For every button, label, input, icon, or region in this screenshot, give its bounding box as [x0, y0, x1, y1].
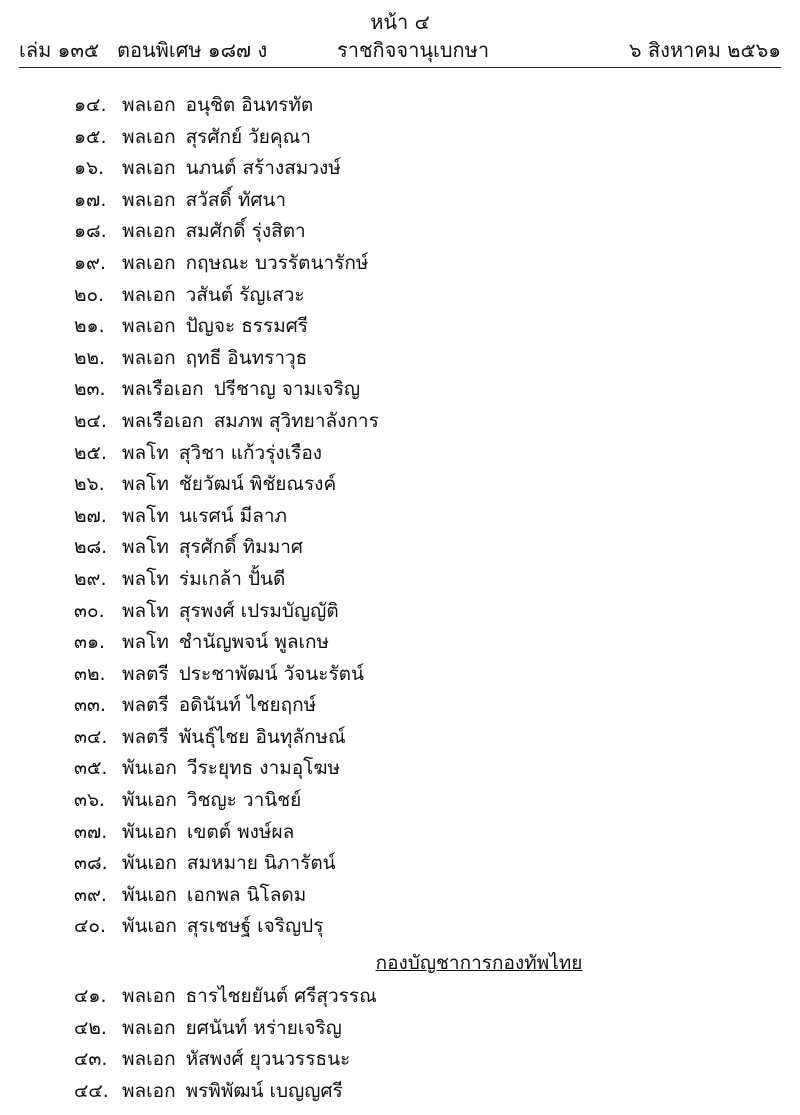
- military-rank: พลเอก: [122, 188, 176, 211]
- volume-number: เล่ม ๑๓๕: [19, 38, 100, 62]
- item-number: ๓๙.: [74, 883, 107, 906]
- list-item: [74, 817, 754, 849]
- person-name: ฤทธี อินทราวุธ: [185, 346, 308, 369]
- person-name: เขตต์ พงษ์ผล: [186, 820, 295, 843]
- military-rank: พลเอก: [122, 346, 176, 369]
- item-number: ๑๘.: [74, 220, 107, 243]
- list-item: [74, 311, 754, 343]
- list-item: [74, 122, 754, 154]
- list-item: [74, 469, 754, 501]
- list-item: [74, 911, 754, 943]
- person-name: สมหมาย นิภารัตน์: [186, 852, 336, 875]
- list-item: [74, 343, 754, 375]
- military-rank: พลเอก: [122, 220, 176, 243]
- item-number: ๒๘.: [74, 536, 108, 559]
- list-item: [74, 153, 754, 185]
- special-part-number: ตอนพิเศษ ๑๘๗ ง: [117, 38, 268, 62]
- person-name: ปัญจะ ธรรมศรี: [185, 315, 309, 338]
- list-item: [74, 981, 754, 1013]
- military-rank: พลโท: [122, 567, 169, 590]
- person-name: กฤษณะ บวรรัตนารักษ์: [185, 251, 369, 274]
- item-number: ๔๑.: [74, 985, 107, 1008]
- person-name: พรพิพัฒน์ เบญญศรี: [185, 1079, 343, 1102]
- person-name: วสันต์ รัญเสวะ: [185, 283, 305, 306]
- person-name: วีระยุทธ งามอุโฆษ: [186, 757, 341, 780]
- item-number: ๓๖.: [74, 789, 106, 812]
- military-rank: พลโท: [122, 536, 169, 559]
- person-name: อนุชิต อินทรทัต: [185, 94, 314, 116]
- person-name: สุรพงศ์ เปรมบัญญัติ: [178, 599, 339, 622]
- list-item: [74, 1044, 754, 1076]
- item-number: ๔๒.: [74, 1016, 107, 1039]
- person-name: สวัสดิ์ ทัศนา: [185, 188, 287, 211]
- item-number: ๑๕.: [74, 125, 107, 148]
- person-name: สมศักดิ์ รุ่งสิตา: [185, 220, 306, 243]
- item-number: ๒๕.: [74, 441, 107, 464]
- item-number: ๓๗.: [74, 820, 108, 843]
- item-number: ๒๖.: [74, 473, 105, 496]
- item-number: ๓๓.: [74, 694, 107, 717]
- military-rank: พลตรี: [122, 662, 169, 685]
- military-rank: พลเอก: [122, 94, 176, 116]
- list-item: [74, 880, 754, 912]
- appointee-list-part-a: [74, 90, 754, 943]
- person-name: วิชญะ วานิชย์: [186, 789, 302, 812]
- appointee-list: [74, 90, 754, 1107]
- military-rank: พลเอก: [122, 1048, 176, 1071]
- gazette-header: [19, 34, 781, 66]
- item-number: ๑๖.: [74, 157, 105, 180]
- list-item: [74, 564, 754, 596]
- list-item: [74, 596, 754, 628]
- list-item: [74, 248, 754, 280]
- page-number: หน้า ๔: [370, 10, 430, 34]
- person-name: ประชาพัฒน์ วัจนะรัตน์: [178, 662, 364, 685]
- military-rank: พลเอก: [122, 157, 176, 180]
- person-name: สุรศักย์ วัยคุณา: [185, 125, 311, 148]
- list-item: [74, 216, 754, 248]
- military-rank: พลเอก: [122, 251, 176, 274]
- item-number: ๓๒.: [74, 662, 106, 685]
- item-number: ๓๑.: [74, 631, 106, 654]
- military-rank: พลตรี: [122, 694, 169, 717]
- item-number: ๒๙.: [74, 567, 107, 590]
- person-name: ชำนัญพจน์ พูลเกษ: [178, 631, 330, 654]
- item-number: ๓๘.: [74, 852, 108, 875]
- military-rank: พันเอก: [122, 820, 177, 843]
- item-number: ๒๒.: [74, 346, 106, 369]
- appointee-list-part-b: [74, 981, 754, 1107]
- item-number: ๔๔.: [74, 1079, 109, 1102]
- list-item: [74, 659, 754, 691]
- military-rank: พลโท: [122, 599, 169, 622]
- military-rank: พลเอก: [122, 125, 176, 148]
- list-item: [74, 1013, 754, 1045]
- item-number: ๓๔.: [74, 725, 108, 748]
- person-name: ยศนันท์ หร่ายเจริญ: [185, 1016, 342, 1039]
- person-name: พันธุ์ไชย อินทุลักษณ์: [178, 725, 346, 748]
- person-name: ธารไชยยันต์ ศรีสุวรรณ: [185, 985, 377, 1008]
- item-number: ๑๙.: [74, 251, 107, 274]
- list-item: [74, 406, 754, 438]
- item-number: ๑๔.: [74, 94, 107, 116]
- gazette-title: ราชกิจจานุเบกษา: [337, 38, 490, 62]
- item-number: ๒๑.: [74, 315, 105, 338]
- person-name: หัสพงศ์ ยุวนวรรธนะ: [185, 1048, 351, 1071]
- item-number: ๔๐.: [74, 915, 107, 938]
- person-name: สุรศักดิ์ ทิมมาศ: [178, 536, 303, 559]
- military-rank: พลโท: [122, 504, 169, 527]
- military-rank: พันเอก: [122, 789, 177, 812]
- list-item: [74, 848, 754, 880]
- list-item: [74, 280, 754, 312]
- military-rank: พลเอก: [122, 1016, 176, 1039]
- military-rank: พลโท: [122, 631, 169, 654]
- publication-date: ๖ สิงหาคม ๒๕๖๑: [628, 38, 781, 62]
- item-number: ๒๓.: [74, 378, 106, 401]
- list-item: [74, 532, 754, 564]
- military-rank: พลเรือเอก: [122, 378, 204, 401]
- military-rank: พลโท: [122, 473, 169, 496]
- military-rank: พลโท: [122, 441, 169, 464]
- list-item: [74, 722, 754, 754]
- person-name: ปรีชาญ จามเจริญ: [213, 378, 361, 401]
- header-divider: [19, 67, 781, 68]
- list-item: [74, 438, 754, 470]
- item-number: ๑๗.: [74, 188, 107, 211]
- list-item: [74, 785, 754, 817]
- item-number: ๓๕.: [74, 757, 108, 780]
- military-rank: พลเอก: [122, 315, 176, 338]
- item-number: ๓๐.: [74, 599, 105, 622]
- person-name: ร่มเกล้า ปั้นดี: [178, 567, 286, 590]
- list-item: [74, 185, 754, 217]
- person-name: นเรศน์ มีลาภ: [178, 504, 288, 527]
- item-number: ๒๗.: [74, 504, 107, 527]
- person-name: สุรเชษฐ์ เจริญปรุ: [186, 915, 324, 938]
- section-heading: [74, 943, 754, 981]
- person-name: นภนต์ สร้างสมวงษ์: [185, 157, 341, 180]
- military-rank: พลเรือเอก: [122, 409, 204, 432]
- list-item: [74, 501, 754, 533]
- military-rank: พลเอก: [122, 283, 176, 306]
- military-rank: พันเอก: [122, 757, 177, 780]
- item-number: ๔๓.: [74, 1048, 108, 1071]
- list-item: [74, 690, 754, 722]
- military-rank: พันเอก: [122, 883, 177, 906]
- person-name: เอกพล นิโลดม: [186, 883, 307, 906]
- military-rank: พลเอก: [122, 1079, 176, 1102]
- person-name: อดินันท์ ไชยฤกษ์: [178, 694, 317, 717]
- military-rank: พันเอก: [122, 915, 177, 938]
- list-item: [74, 374, 754, 406]
- list-item: [74, 1076, 754, 1108]
- person-name: ชัยวัฒน์ พิชัยณรงค์: [178, 473, 337, 496]
- list-item: [74, 627, 754, 659]
- military-rank: พลตรี: [122, 725, 169, 748]
- military-rank: พันเอก: [122, 852, 177, 875]
- person-name: สมภพ สุวิทยาลังการ: [213, 409, 379, 432]
- person-name: สุวิชา แก้วรุ่งเรือง: [178, 441, 323, 464]
- item-number: ๒๐.: [74, 283, 105, 306]
- section-heading-text: กองบัญชาการกองทัพไทย: [375, 952, 583, 975]
- list-item: [74, 90, 754, 122]
- list-item: [74, 753, 754, 785]
- military-rank: พลเอก: [122, 985, 176, 1008]
- item-number: ๒๔.: [74, 409, 107, 432]
